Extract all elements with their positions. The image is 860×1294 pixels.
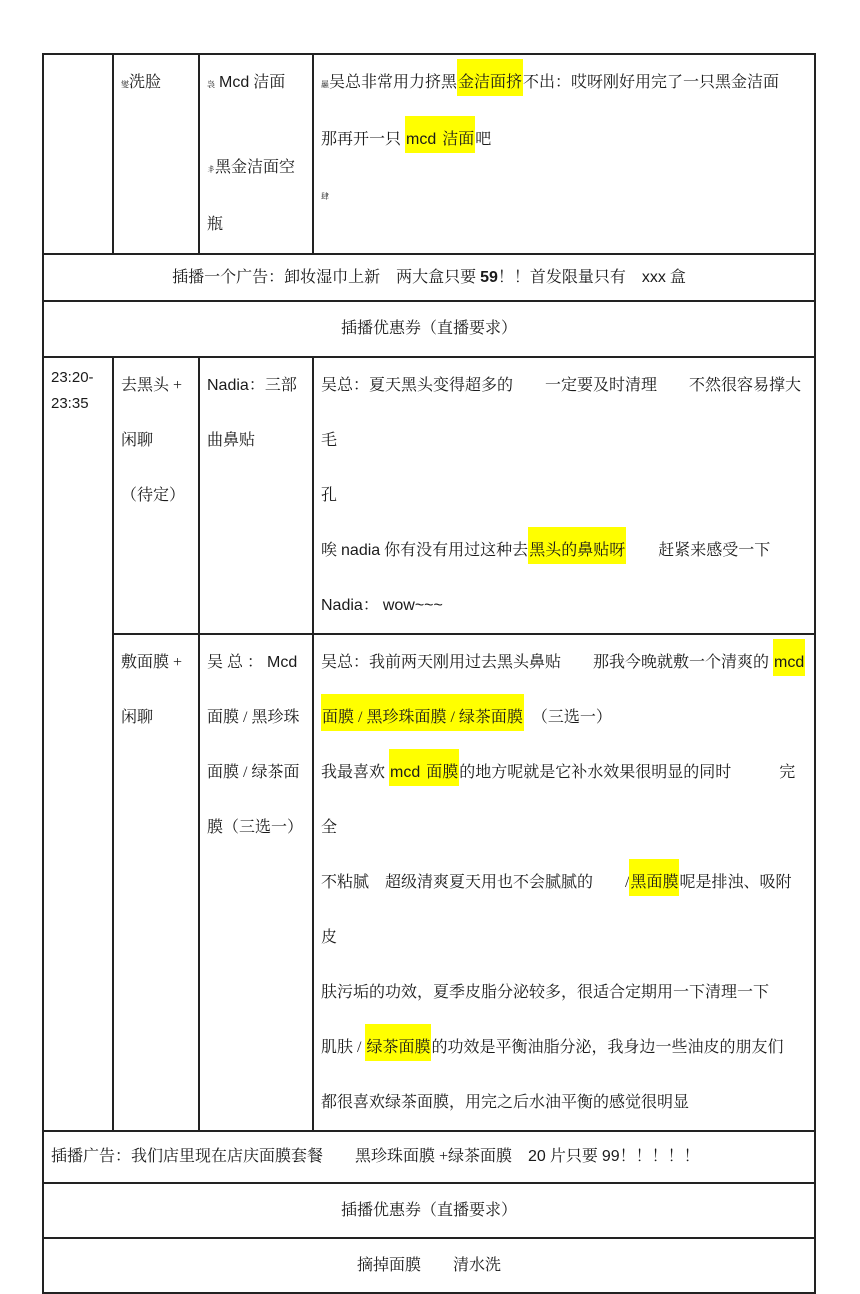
highlighted-text: 面膜 bbox=[421, 749, 459, 786]
text-line bbox=[51, 318, 807, 340]
text-segment: 插播一个广告：卸妆湿巾上新 两大盒只要 bbox=[172, 268, 481, 286]
text-segment: Nadia bbox=[321, 597, 363, 614]
text-segment: 闲聊 bbox=[121, 432, 154, 449]
text-segment: 插播广告：我们店里现在店庆面膜套餐 黑珍珠面膜 +绿茶面膜 bbox=[51, 1148, 529, 1165]
list-marker-glyph: 燮 bbox=[121, 80, 129, 89]
cell-script-mask bbox=[313, 634, 815, 1131]
list-marker-glyph: 曧 bbox=[321, 80, 329, 89]
text-segment: ：三部 bbox=[248, 377, 297, 394]
cell-coupon-1 bbox=[43, 301, 815, 357]
text-line bbox=[321, 745, 807, 855]
text-line bbox=[321, 635, 807, 690]
text-line bbox=[321, 112, 807, 167]
text-line bbox=[321, 523, 807, 578]
text-line bbox=[207, 800, 305, 855]
text-segment: 面膜 / 绿茶面 bbox=[207, 764, 300, 781]
text-line bbox=[321, 690, 807, 745]
text-line bbox=[321, 1020, 807, 1075]
row-wash-face bbox=[43, 54, 815, 254]
cell-products-masks bbox=[199, 634, 313, 1131]
cell-script-wash-face bbox=[313, 54, 815, 254]
text-segment: 23:35 bbox=[51, 395, 89, 412]
cell-script-blackhead bbox=[313, 357, 815, 634]
text-segment: 洗脸 bbox=[129, 74, 162, 91]
text-line bbox=[121, 358, 191, 413]
text-segment: 片只要 bbox=[545, 1148, 602, 1165]
text-segment: Mcd bbox=[219, 74, 250, 91]
cell-activity-blackhead bbox=[113, 357, 199, 634]
text-segment: 不粘腻 超级清爽夏天用也不会腻腻的 / bbox=[321, 874, 630, 891]
cell-time-empty bbox=[43, 54, 113, 254]
text-line bbox=[207, 140, 305, 252]
text-segment: 你有没有用过这种去 bbox=[380, 542, 529, 559]
text-segment: 99 bbox=[601, 1148, 620, 1165]
text-line bbox=[207, 358, 305, 413]
text-segment: 那再开一只 bbox=[321, 131, 406, 148]
text-line bbox=[321, 167, 807, 224]
cell-activity-wash-face bbox=[113, 54, 199, 254]
cell-products-nose-strip bbox=[199, 357, 313, 634]
text-segment: 吴总：我前两天刚用过去黑头鼻贴 那我今晚就敷一个清爽的 bbox=[321, 654, 774, 671]
row-facial-mask bbox=[43, 634, 815, 1131]
text-line bbox=[121, 55, 191, 112]
text-segment: 曲鼻贴 bbox=[207, 432, 256, 449]
text-line bbox=[321, 855, 807, 965]
text-segment: 插播优惠券（直播要求） bbox=[340, 1201, 517, 1219]
cell-coupon-2 bbox=[43, 1183, 815, 1238]
text-segment: 黑金洁面空瓶 bbox=[207, 159, 296, 233]
text-line bbox=[51, 365, 105, 391]
text-segment: 的地方呢就是它补水效果很明显的同时 完全 bbox=[321, 764, 796, 836]
text-segment: 摘掉面膜 清水洗 bbox=[356, 1256, 501, 1274]
row-blackhead bbox=[43, 357, 815, 634]
text-segment: （三选一） bbox=[523, 709, 612, 726]
text-segment: 23:20- bbox=[51, 369, 94, 386]
text-line bbox=[321, 965, 807, 1020]
text-segment: 面膜 / 黑珍珠 bbox=[207, 709, 300, 726]
cell-products-cleanser bbox=[199, 54, 313, 254]
text-line bbox=[121, 635, 191, 690]
text-segment: 59 bbox=[480, 268, 498, 286]
cell-ad-wipes bbox=[43, 254, 815, 301]
text-segment: 吴总非常用力挤黑 bbox=[329, 74, 458, 91]
text-line bbox=[207, 745, 305, 800]
row-coupon-1 bbox=[43, 301, 815, 357]
text-segment: 肌肤 / bbox=[321, 1039, 366, 1056]
cell-activity-mask bbox=[113, 634, 199, 1131]
text-line bbox=[321, 1075, 807, 1130]
highlighted-text: 黑头的鼻贴呀 bbox=[528, 527, 626, 564]
text-segment: 膜（三选一） bbox=[207, 819, 304, 836]
text-segment: xxx bbox=[641, 268, 666, 286]
highlighted-text: mcd bbox=[405, 116, 437, 153]
highlighted-text: 黑面膜 bbox=[629, 859, 679, 896]
text-segment: nadia bbox=[341, 542, 381, 559]
highlighted-text: mcd bbox=[389, 749, 421, 786]
cell-remove-mask bbox=[43, 1238, 815, 1293]
highlighted-text: 绿茶面膜 bbox=[365, 1024, 431, 1061]
text-line bbox=[321, 358, 807, 468]
text-segment: 20 bbox=[528, 1148, 546, 1165]
text-segment: 吴总：夏天黑头变得超多的 一定要及时清理 不然很容易撑大毛 bbox=[321, 377, 802, 449]
text-line bbox=[207, 413, 305, 468]
text-segment: ： bbox=[362, 597, 383, 614]
text-segment: 闲聊 bbox=[121, 709, 154, 726]
row-ad-wipes bbox=[43, 254, 815, 301]
cell-ad-mask-combo bbox=[43, 1131, 815, 1183]
list-marker-glyph: 肆 bbox=[321, 192, 329, 201]
text-segment: 不出：哎呀刚好用完了一只黑金洁面 bbox=[523, 74, 780, 91]
text-segment: 敷面膜 + bbox=[121, 654, 183, 671]
text-segment: 都很喜欢绿茶面膜，用完之后水油平衡的感觉很明显 bbox=[321, 1094, 690, 1111]
text-line bbox=[207, 55, 305, 112]
text-line bbox=[207, 690, 305, 745]
text-line bbox=[207, 635, 305, 690]
text-line bbox=[121, 413, 191, 468]
list-marker-glyph: 袅 bbox=[207, 80, 215, 89]
text-segment: （待定） bbox=[121, 487, 186, 504]
text-segment: ！！首发限量只有 bbox=[497, 268, 642, 286]
highlighted-text: 面膜 / 黑珍珠面膜 / 绿茶面膜 bbox=[321, 694, 524, 731]
row-ad-mask-combo bbox=[43, 1131, 815, 1183]
text-segment: Nadia bbox=[207, 377, 249, 394]
text-line bbox=[321, 578, 807, 633]
cell-time-2320 bbox=[43, 357, 113, 1131]
text-segment: 洁面 bbox=[249, 74, 286, 91]
text-segment: 唉 bbox=[321, 542, 342, 559]
text-line bbox=[121, 690, 191, 745]
list-marker-glyph: 丯 bbox=[207, 165, 215, 174]
text-line bbox=[321, 55, 807, 112]
text-segment: 吴 总 ： bbox=[207, 654, 268, 671]
row-coupon-2 bbox=[43, 1183, 815, 1238]
text-segment: 盒 bbox=[665, 268, 686, 286]
text-segment: ！！！！！ bbox=[619, 1148, 700, 1165]
text-line bbox=[51, 1200, 807, 1222]
text-segment: 的功效是平衡油脂分泌，我身边一些油皮的朋友们 bbox=[431, 1039, 784, 1056]
text-segment: 肤污垢的功效，夏季皮脂分泌较多，很适合定期用一下清理一下 bbox=[321, 984, 770, 1001]
text-segment: 去黑头 + bbox=[121, 377, 183, 394]
text-segment: 呢是排浊、吸附皮 bbox=[321, 874, 792, 946]
text-line bbox=[51, 391, 105, 417]
highlighted-text: 洁面 bbox=[437, 116, 475, 153]
text-segment: 孔 bbox=[321, 487, 338, 504]
schedule-table bbox=[42, 53, 816, 1294]
text-segment: 吧 bbox=[475, 131, 492, 148]
text-segment: 插播优惠券（直播要求） bbox=[340, 320, 517, 337]
text-line bbox=[121, 468, 191, 523]
text-line bbox=[321, 468, 807, 523]
text-line bbox=[51, 267, 807, 289]
text-line bbox=[51, 1146, 807, 1168]
row-remove-mask bbox=[43, 1238, 815, 1293]
highlighted-text: mcd bbox=[773, 639, 805, 676]
text-segment: 我最喜欢 bbox=[321, 764, 390, 781]
highlighted-text: 金洁面挤 bbox=[457, 59, 523, 96]
text-segment: Mcd bbox=[267, 654, 298, 671]
text-segment: 赶紧来感受一下 bbox=[626, 542, 771, 559]
text-segment: wow~~~ bbox=[382, 597, 443, 614]
text-line bbox=[51, 1255, 807, 1277]
